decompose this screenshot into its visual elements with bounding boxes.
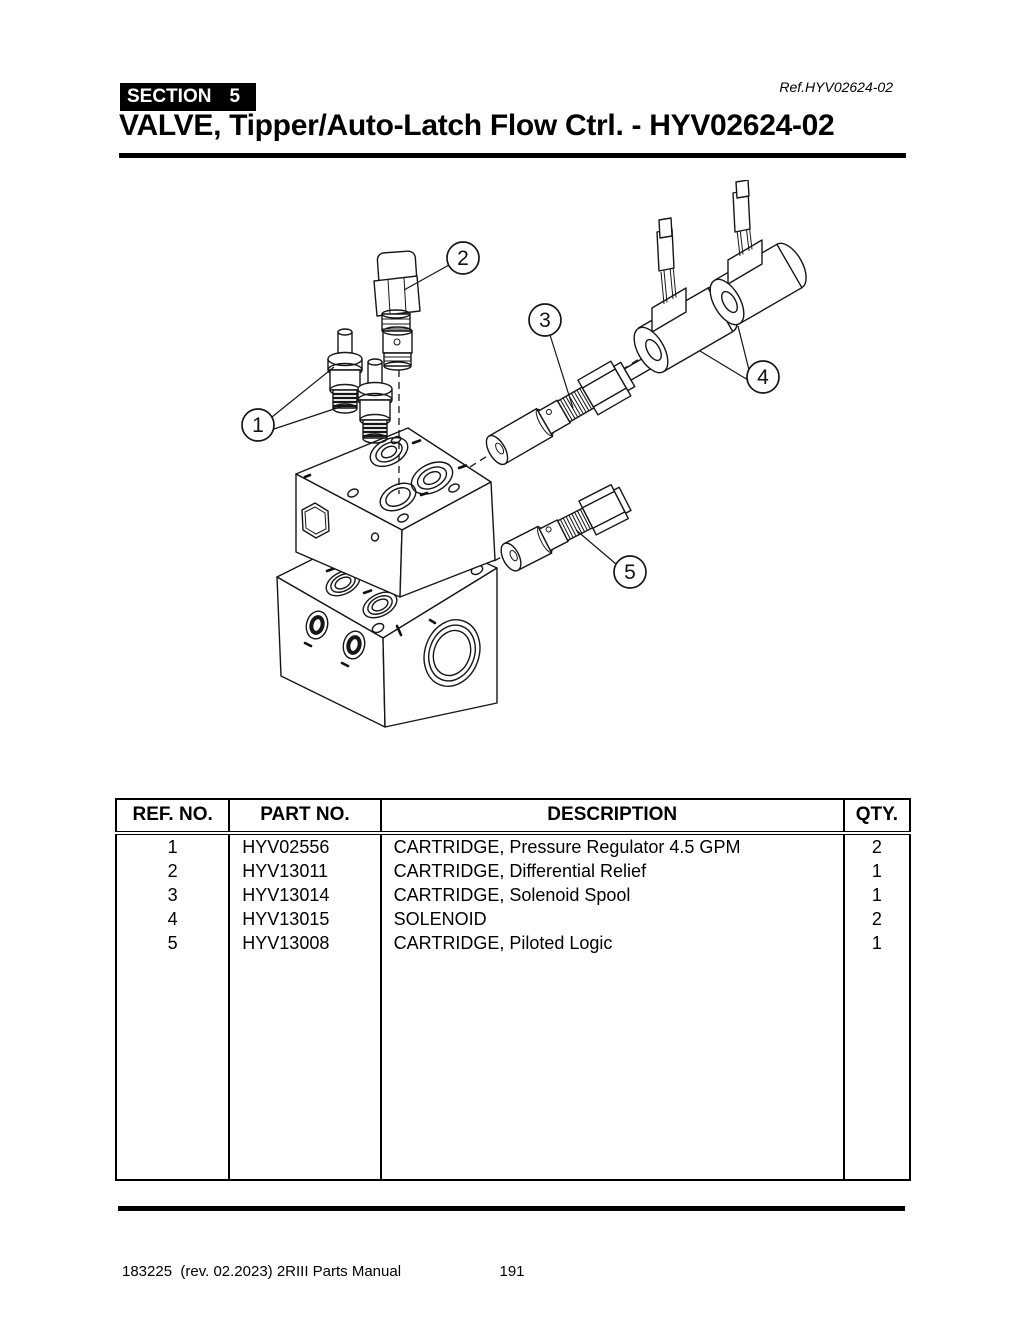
cell-qty: 2 [844,907,910,931]
cell-description: SOLENOID [381,907,844,931]
part-cartridge-differential-relief [374,251,420,370]
callout-1-number: 1 [252,414,264,437]
callout-5 [576,530,646,588]
cell-description: CARTRIDGE, Differential Relief [381,859,844,883]
cell-part-no: HYV02556 [229,833,380,859]
page-title: VALVE, Tipper/Auto-Latch Flow Ctrl. - HYV02624-02 [119,109,835,142]
ref-label: Ref.HYV02624-02 [779,79,893,95]
cell-description: CARTRIDGE, Solenoid Spool [381,883,844,907]
footer-page-number: 191 [499,1263,525,1280]
header-qty: QTY. [844,799,910,833]
header-ref-no: REF. NO. [116,799,229,833]
cell-ref-no: 4 [167,909,178,929]
footer-rule [118,1206,905,1211]
callout-3-number: 3 [539,309,551,332]
part-cartridge-piloted-logic [495,482,633,578]
cell-qty: 1 [844,931,910,955]
callout-5-number: 5 [624,561,636,584]
part-solenoid-2 [703,180,813,330]
cell-part-no: HYV13014 [229,883,380,907]
cell-description: CARTRIDGE, Pressure Regulator 4.5 GPM [381,833,844,859]
header-part-no: PART NO. [229,799,380,833]
table-filler-cell [116,955,229,1180]
table-row [116,833,910,859]
cell-ref-no: 2 [167,861,178,881]
part-cartridge-pressure-regulator-a [328,329,362,413]
callout-2-number: 2 [457,247,469,270]
title-rule [119,153,906,158]
section-number: 5 [229,86,241,107]
part-cartridge-pressure-regulator-b [358,359,392,443]
cell-qty: 2 [844,833,910,859]
cell-qty: 1 [844,859,910,883]
cell-ref-no: 3 [167,885,178,905]
cell-ref-no: 5 [167,933,178,953]
cell-ref-no: 1 [167,837,178,857]
callout-4-number: 4 [757,366,769,389]
cell-part-no: HYV13008 [229,931,380,955]
footer-manual-info: 183225 (rev. 02.2023) 2RIII Parts Manual [122,1263,402,1280]
table-row [116,907,910,931]
table-filler-cell [381,955,844,1180]
header-description: DESCRIPTION [381,799,844,833]
cell-description: CARTRIDGE, Piloted Logic [381,931,844,955]
section-label: SECTION [127,86,212,107]
table-row [116,859,910,883]
cell-part-no: HYV13015 [229,907,380,931]
table-filler-cell [844,955,910,1180]
table-filler-row [116,955,910,1180]
table-row [116,883,910,907]
callout-3 [529,304,573,408]
table-header-row [116,799,910,833]
callout-1 [242,367,343,441]
exploded-view-diagram [0,180,1024,745]
parts-table [115,798,911,1181]
table-row [116,931,910,955]
table-filler-cell [229,955,380,1180]
cell-qty: 1 [844,883,910,907]
cell-part-no: HYV13011 [229,859,380,883]
